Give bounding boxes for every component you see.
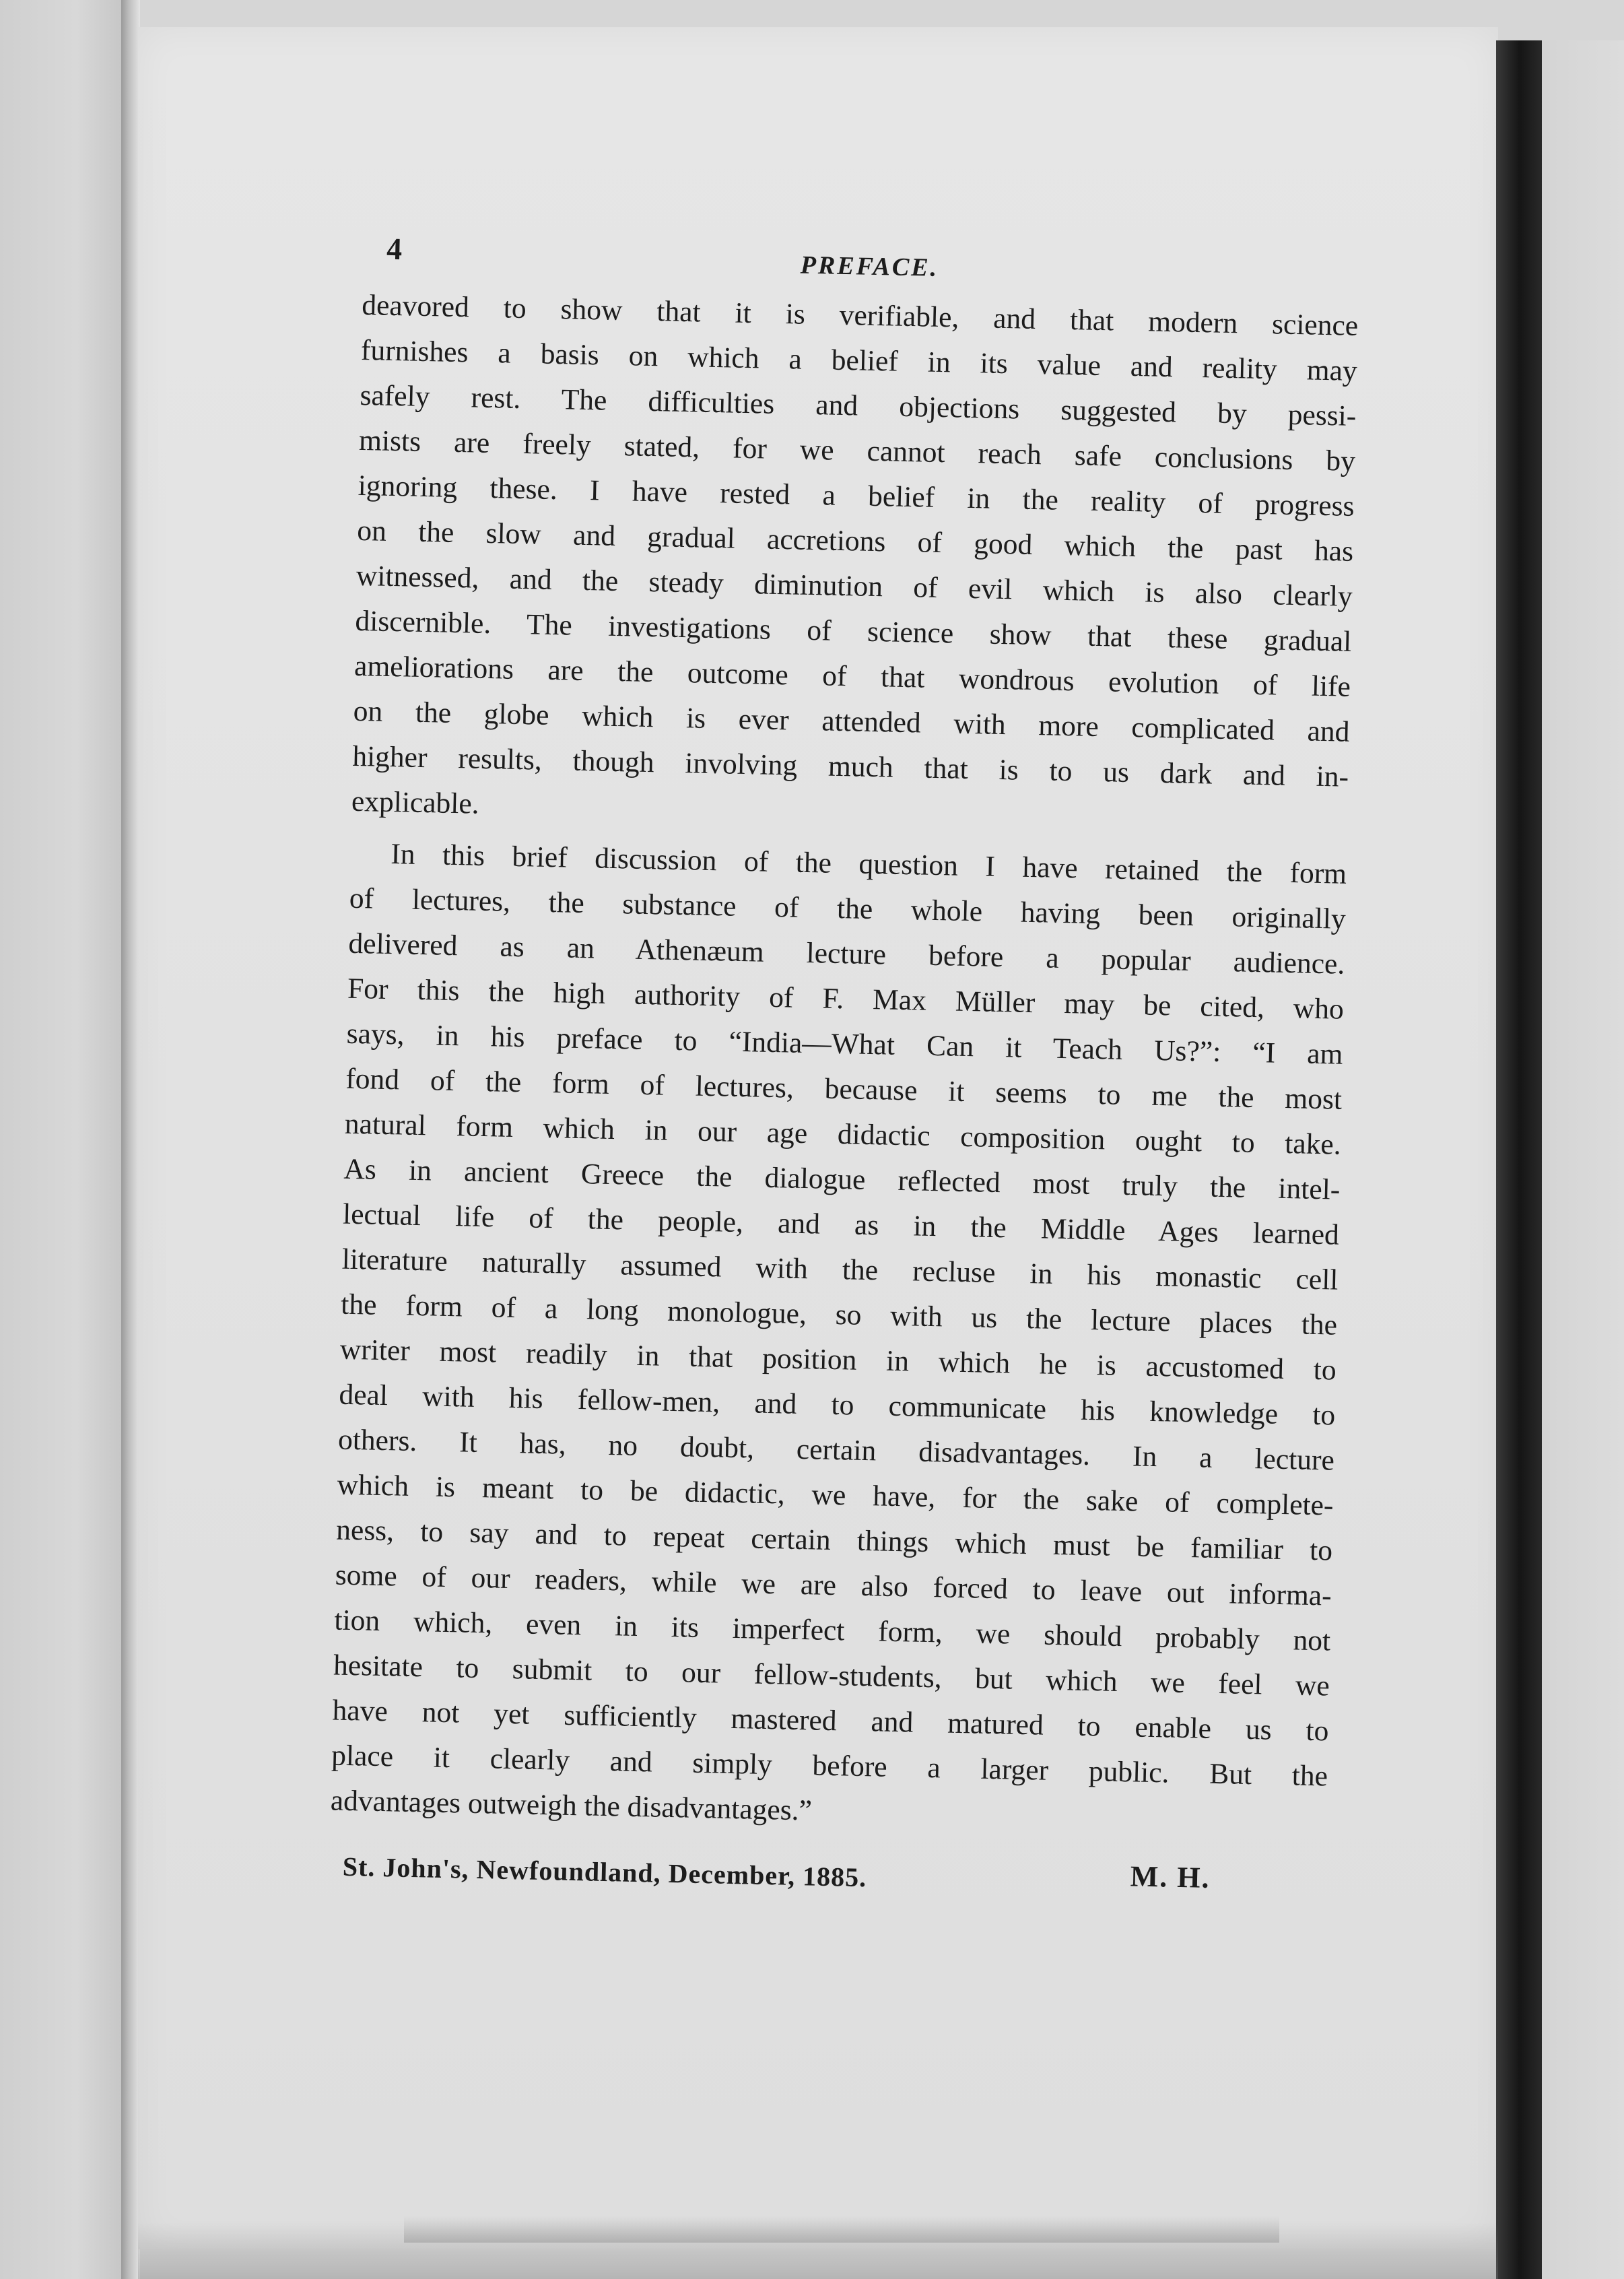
text-line: writer most readily in that position in which he is accustomed to [339, 1333, 1337, 1387]
text-line: safely rest. The difficulties and objections suggested by pessi- [360, 378, 1357, 432]
text-line: explicable. [351, 785, 480, 820]
text-line: advantages outweigh the disadvantages.” [330, 1784, 813, 1827]
author-initials: M. H. [1130, 1859, 1211, 1894]
text-line: natural form which in our age didactic composition ought to take. [344, 1107, 1342, 1161]
text-line: the form of a long monologue, so with us the lecture places the [340, 1288, 1338, 1342]
text-line: deavored to show that it is verifiable, and that modern science [361, 288, 1359, 342]
text-line: lectual life of the people, and as in the Middle Ages learned [342, 1197, 1340, 1251]
text-line: literature naturally assumed with the recluse in his monastic cell [341, 1243, 1339, 1296]
next-page-edge [1542, 40, 1624, 2279]
book-gutter [1496, 40, 1543, 2279]
text-line: higher results, though involving much that is to us dark and in- [351, 739, 1349, 793]
text-line: which is meant to be didactic, we have, for the sake of complete- [337, 1468, 1334, 1522]
text-line: mists are freely stated, for we cannot reach safe conclusions by [358, 424, 1356, 477]
scan-background-left [0, 0, 128, 2279]
text-line: place it clearly and simply before a larger public. But the [331, 1739, 1328, 1793]
text-line: discernible. The investigations of science show that these gradual [355, 604, 1352, 658]
text-line: of lectures, the substance of the whole having been originally [349, 882, 1347, 935]
text-line: have not yet sufficiently mastered and matured to enable us to [332, 1694, 1329, 1748]
text-line: ness, to say and to repeat certain things which must be familiar to [335, 1513, 1333, 1567]
text-line: hesitate to submit to our fellow-students, but which we feel we [333, 1649, 1330, 1703]
text-line: on the slow and gradual accretions of good which the past has [356, 514, 1354, 568]
text-line: witnessed, and the steady diminution of evil which is also clearly [356, 559, 1353, 613]
text-line: fond of the form of lectures, because it seems to me the most [345, 1062, 1343, 1116]
scan-bottom-band [404, 2216, 1279, 2243]
text-line: ameliorations are the outcome of that wondrous evolution of life [353, 649, 1351, 703]
text-line: others. It has, no doubt, certain disadvantages. In a lecture [337, 1423, 1335, 1477]
text-line: some of our readers, while we are also forced to leave out informa- [335, 1558, 1332, 1612]
place-and-date: St. John's, Newfoundland, December, 1885. [342, 1851, 867, 1893]
text-line: on the globe which is ever attended with more complicated and [353, 694, 1350, 748]
text-line: For this the high authority of F. Max Müller may be cited, who [347, 972, 1345, 1026]
paragraph-2 [330, 831, 1347, 1845]
text-line: furnishes a basis on which a belief in its value and reality may [360, 333, 1358, 387]
page-text [329, 222, 1360, 1917]
text-line: As in ancient Greece the dialogue reflected most truly the intel- [343, 1152, 1341, 1206]
text-line: delivered as an Athenæum lecture before a popular audience. [348, 927, 1345, 981]
text-line: says, in his preface to “India—What Can it Teach Us?”: “I am [346, 1017, 1343, 1071]
text-line: In this brief discussion of the question I have retained the form [390, 838, 1347, 890]
running-title: PREFACE. [800, 251, 939, 282]
page-edge [121, 0, 140, 2279]
page-number: 4 [386, 231, 403, 267]
text-line: deal with his fellow-men, and to communicate his knowledge to [339, 1378, 1336, 1432]
paragraph-1 [351, 283, 1359, 845]
text-line: tion which, even in its imperfect form, we should probably not [334, 1604, 1331, 1657]
text-line: ignoring these. I have rested a belief in the reality of progress [358, 469, 1355, 523]
